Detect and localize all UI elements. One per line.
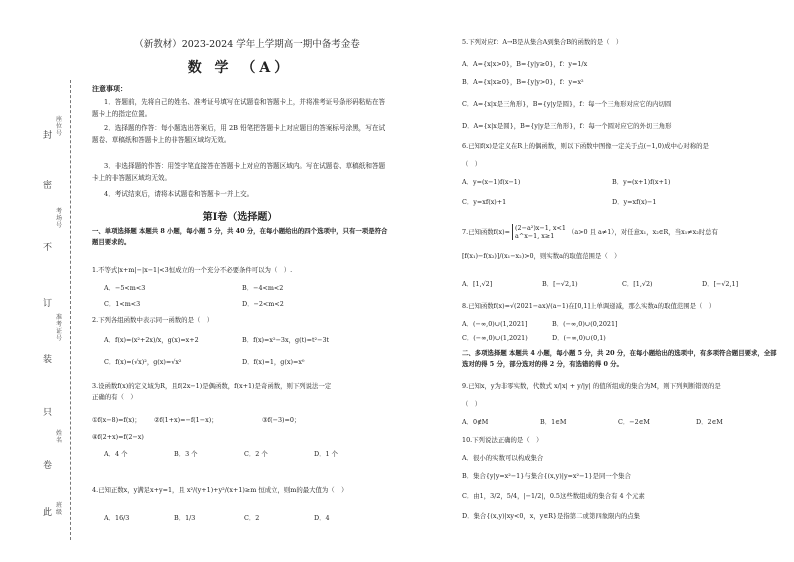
q10-option: B．集合{y|y=x²−1}与集合{(x,y)|y=x²−1}是同一个集合 bbox=[462, 472, 631, 480]
q5-option: A．A={x|x>0}，B={y|y≥0}，f：y=1/x bbox=[462, 60, 588, 68]
notice-item: 4．考试结束后，请将本试题卷和答题卡一并上交。 bbox=[104, 190, 254, 198]
q2-option: C．f(x)=(√x)²，g(x)=√x² bbox=[104, 358, 182, 366]
seal-char: 此 bbox=[43, 508, 53, 518]
q7-stem-a: 7.已知函数f(x)= bbox=[462, 228, 510, 236]
q10-option: A．很小的实数可以构成集合 bbox=[462, 454, 544, 462]
q7-stem-b: （a>0 且 a≠1），对任意x₁，x₂∈R，当x₁≠x₂时总有 bbox=[567, 228, 718, 236]
q1-option: D．−2<m<2 bbox=[242, 300, 284, 308]
subject-title: 数 学 （A） bbox=[187, 60, 293, 76]
q9-option: D．2∈M bbox=[696, 418, 723, 426]
q5-option: B．A={x|x≥0}，B={y|y>0}，f：y=x² bbox=[462, 78, 584, 86]
q9-option: B．1∈M bbox=[540, 418, 567, 426]
q3-item: ②f(1+x)=−f(1−x)； bbox=[154, 416, 218, 424]
q3-option: D．1 个 bbox=[314, 450, 339, 458]
section-1-heading: 一、单项选择题 本题共 8 小题，每小题 5 分，共 40 分，在每小题给出的四个选项中，只有一项是符合题目要求的。 bbox=[92, 227, 388, 246]
q1-option: C．1<m<3 bbox=[104, 300, 141, 308]
notice-item: 3．非选择题的作答：用签字笔直接答在答题卡上对应的答题区域内。写在试题卷、草稿纸和答题卡上的非答题区域均无效。 bbox=[92, 162, 386, 182]
q5-option: D．A={x|x是圆}，B={y|y是三角形}，f：每一个圆对应它的外切三角形 bbox=[462, 122, 672, 130]
volume-title: 第Ⅰ卷（选择题） bbox=[202, 212, 278, 223]
q3-item: ③f(−3)=0； bbox=[262, 416, 301, 424]
q3-stem: 3.设函数f(x)的定义域为R，且f(2x−1)是偶函数，f(x+1)是奇函数，则下列说法一定 bbox=[92, 382, 332, 390]
q8-option: A．(−∞,0)∪(1,2021] bbox=[462, 320, 528, 328]
q9-stem: 9.已知x，y为非零实数，代数式 x/|x| + y/|y| 的值所组成的集合为M，则下列判断错误的是 bbox=[462, 382, 721, 390]
q3-stem: 正确的有（ ） bbox=[92, 393, 137, 401]
seal-char: 封 bbox=[43, 131, 53, 141]
q6-option: C．y=xf(x)+1 bbox=[462, 198, 507, 206]
q9-stem: （ ） bbox=[462, 400, 482, 408]
field-room-number: 考场号 bbox=[56, 208, 63, 229]
q1-option: B．−4<m<2 bbox=[242, 284, 284, 292]
q7-stem-c: [f(x₁)−f(x₂)]/(x₁−x₂)>0，则实数a的取值范围是（ ） bbox=[462, 252, 621, 260]
q7-option: C．[1,√2) bbox=[622, 280, 653, 288]
q6-stem: （ ） bbox=[462, 160, 482, 168]
notice-item: 1．答题前，先将自己的姓名、准考证号填写在试题卷和答题卡上，并将准考证号条形码粘贴在答题卡上的指定位置。 bbox=[92, 98, 386, 118]
q2-option: D．f(x)=1，g(x)=x⁰ bbox=[242, 358, 305, 366]
q2-option: B．f(x)=x²−3x，g(t)=t²−3t bbox=[242, 336, 330, 344]
q7-piece-1: (2−a²)x−1, x<1 bbox=[515, 224, 566, 232]
q6-stem: 6.已知f(x)是定义在R上的偶函数，则以下函数中图像一定关于点(−1,0)成中心对称的是 bbox=[462, 142, 709, 150]
q4-stem: 4.已知正数x，y满足x+y=1，且 x²/(y+1)+y²/(x+1)≥m 恒成立，则m的最大值为（ ） bbox=[92, 486, 348, 494]
q2-stem: 2.下列各组函数中表示同一函数的是（ ） bbox=[92, 316, 214, 324]
q9-option: C．−2∈M bbox=[618, 418, 650, 426]
q2-option: A．f(x)=(x²+2x)/x，g(x)=x+2 bbox=[104, 336, 199, 344]
q8-stem: 8.已知函数f(x)=√(2021−ax)/(a−1)在[0,1]上单调递减，那么实数a的取值范围是（ ） bbox=[462, 302, 716, 310]
seal-char: 卷 bbox=[43, 461, 53, 471]
notice-heading: 注意事项： bbox=[92, 84, 127, 93]
q7-option: A．[1,√2] bbox=[462, 280, 493, 288]
q6-option: A．y=(x−1)f(x−1) bbox=[462, 178, 521, 186]
q7-option: D．[−√2,1] bbox=[702, 280, 739, 288]
q7-piecewise bbox=[512, 224, 566, 240]
q7-piece-2: a^x−1, x≥1 bbox=[515, 232, 555, 240]
exam-title: （新教材）2023-2024 学年上学期高一期中备考金卷 bbox=[134, 39, 360, 50]
notice-item: 2．选择题的作答：每小题选出答案后，用 2B 铅笔把答题卡上对应题目的答案标号涂黑，写在试题卷、草稿纸和答题卡上的非答题区域均无效。 bbox=[92, 124, 386, 144]
q6-option: D．y=xf(x)−1 bbox=[612, 198, 657, 206]
seal-char: 不 bbox=[43, 243, 53, 253]
q3-option: C．2 个 bbox=[244, 450, 268, 458]
q10-option: C．由1，3/2，5/4，|−1/2|，0.5这些数组成的集合有 4 个元素 bbox=[462, 492, 645, 500]
q10-stem: 10.下列说法正确的是（ ） bbox=[462, 436, 543, 444]
q8-option: D．(−∞,0)∪(0,1) bbox=[552, 334, 606, 342]
q8-option: B．(−∞,0)∪(0,2021] bbox=[552, 320, 618, 328]
q4-option: A．16/3 bbox=[104, 514, 130, 522]
q3-item: ①f(x−8)=f(x)； bbox=[92, 416, 141, 424]
q4-option: B．1/3 bbox=[174, 514, 196, 522]
q5-option: C．A={x|x是三角形}，B={y|y是圆}，f：每一个三角形对应它的内切圆 bbox=[462, 100, 672, 108]
q3-item: ④f(2+x)=f(2−x) bbox=[92, 433, 144, 441]
field-seat-number: 座位号 bbox=[56, 116, 63, 137]
field-class: 班级 bbox=[56, 502, 63, 516]
seal-char: 只 bbox=[43, 408, 53, 418]
q1-stem: 1.不等式|x+m|−|x−1|<3恒成立的一个充分不必要条件可以为（ ）. bbox=[92, 266, 293, 274]
q4-option: C．2 bbox=[244, 514, 260, 522]
field-ticket-number: 准考证号 bbox=[56, 314, 63, 342]
field-name: 姓名 bbox=[56, 430, 63, 444]
seal-char: 装 bbox=[43, 355, 53, 365]
binding-strip bbox=[8, 60, 78, 550]
q3-option: B．3 个 bbox=[174, 450, 198, 458]
seal-char: 订 bbox=[43, 299, 53, 309]
seal-dashed-line bbox=[70, 80, 71, 540]
q7-stem bbox=[462, 224, 718, 240]
q8-option: C．(−∞,0)∪(1,2021) bbox=[462, 334, 528, 342]
q5-stem: 5.下列对应f：A→B是从集合A到集合B的函数的是（ ） bbox=[462, 38, 623, 46]
section-2-heading: 二、多项选择题 本题共 4 小题，每小题 5 分，共 20 分，在每小题给出的选项中，有多项符合题目要求，全部选对的得 5 分，部分选对的得 2 分，有选错的得 0 分。 bbox=[462, 349, 777, 368]
q3-option: A．4 个 bbox=[104, 450, 128, 458]
q1-option: A．−5<m<3 bbox=[104, 284, 146, 292]
q7-option: B．[−√2,1) bbox=[542, 280, 578, 288]
q4-option: D．4 bbox=[314, 514, 330, 522]
seal-char: 密 bbox=[43, 181, 53, 191]
q6-option: B．y=(x+1)f(x+1) bbox=[612, 178, 671, 186]
q10-option: D．集合{(x,y)|xy<0，x，y∈R}是指第二或第四象限内的点集 bbox=[462, 512, 641, 520]
q9-option: A．0∉M bbox=[462, 418, 489, 426]
